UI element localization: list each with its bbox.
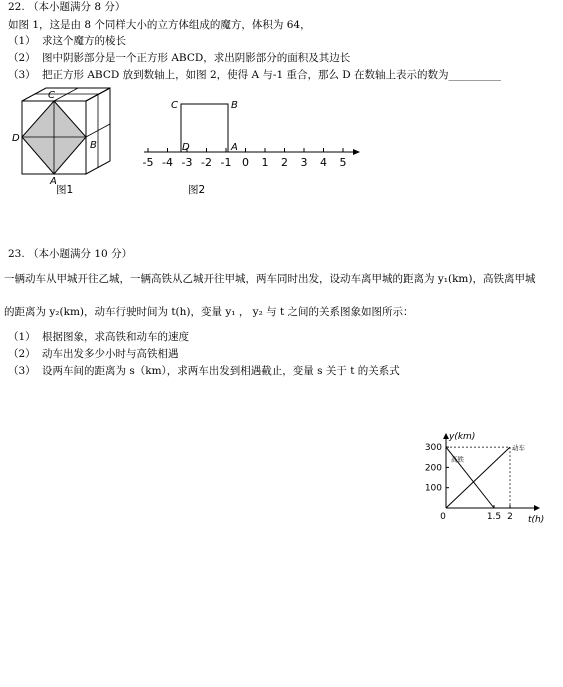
fig1-label-d: D (12, 133, 20, 144)
distance-time-chart (410, 380, 560, 528)
number-line-tick-label: 4 (320, 156, 327, 169)
number-line-tick-label: -2 (201, 156, 212, 169)
fig1-label-c: C (48, 90, 55, 101)
q22-item-1-num: （1） (8, 35, 36, 47)
q22-intro: 如图 1，这是由 8 个同样大小的立方体组成的魔方，体积为 64， (8, 19, 311, 31)
q22-item-1-text: 求这个魔方的棱长 (42, 35, 126, 47)
chart-y-tick-label: 100 (424, 483, 442, 494)
number-line-tick-label: -1 (220, 156, 232, 169)
figure-1-caption: 图1 (56, 184, 74, 196)
chart-x-tick-label: 2 (507, 512, 513, 522)
q23-intro-line2: 的距离为 y₂(km)，动车行驶时间为 t(h)，变量 y₁ ， y₂ 与 t 之间的关系图象如图所示： (4, 306, 414, 318)
number-line-tick-label: 2 (281, 156, 288, 169)
q23-item-1-num: （1） (8, 331, 36, 343)
number-line-tick-label: 0 (242, 156, 249, 169)
chart-series-label-gaotie: 高铁 (451, 455, 464, 464)
number-line-tick-label: -3 (181, 156, 193, 169)
chart-y-tick-label: 300 (424, 443, 442, 454)
fig1-label-b: B (90, 140, 97, 151)
fig2-label-b: B (231, 100, 238, 111)
figure-2-caption: 图2 (188, 184, 206, 196)
q23-header: 23. （本小题满分 10 分） (8, 248, 133, 260)
q23-item-3-num: （3） (8, 365, 36, 377)
q23-item-2-text: 动车出发多少小时与高铁相遇 (42, 348, 179, 360)
chart-y-tick-label: 200 (424, 463, 442, 474)
q22-header: 22. （本小题满分 8 分） (8, 1, 126, 13)
figure-1-cube (10, 86, 120, 198)
q22-item-3-text: 把正方形 ABCD 放到数轴上，如图 2，使得 A 与-1 重合，那么 D 在数轴上表示的数为__________ (42, 69, 502, 81)
chart-x-tick-label: 1.5 (486, 512, 502, 522)
q23-item-2-num: （2） (8, 348, 36, 360)
q22-item-3-num: （3） (8, 69, 36, 81)
fig2-label-c: C (171, 100, 178, 111)
fig1-label-a: A (50, 176, 57, 187)
q22-item-2-num: （2） (8, 52, 36, 64)
q23-intro-line1: 一辆动车从甲城开往乙城，一辆高铁从乙城开往甲城，两车同时出发，设动车离甲城的距离为 y₁(km)，高铁离甲城 (4, 273, 536, 285)
chart-origin-label: 0 (440, 512, 446, 522)
fig2-label-a: A (231, 142, 238, 153)
number-line-tick-label: 5 (339, 156, 347, 169)
chart-series-label-dongche: 动车 (512, 444, 525, 453)
number-line-tick-label: 3 (300, 156, 308, 169)
chart-y-axis-label: y(km) (449, 431, 476, 442)
q23-item-3-text: 设两车间的距离为 s（km），求两车出发到相遇截止，变量 s 关于 t 的关系式 (42, 365, 400, 377)
number-line-tick-label: -5 (142, 156, 154, 169)
chart-x-arrow (534, 505, 540, 511)
q23-item-1-text: 根据图象，求高铁和动车的速度 (42, 331, 189, 343)
number-line-arrow (353, 149, 360, 155)
chart-x-axis-label: t(h) (528, 515, 545, 525)
figure-2-number-line (138, 94, 368, 180)
q22-item-2-text: 图中阴影部分是一个正方形 ABCD，求出阴影部分的面积及其边长 (42, 52, 351, 64)
fig2-label-d: D (182, 142, 190, 153)
number-line-tick-label: -4 (162, 156, 173, 169)
number-line-tick-label: 1 (261, 156, 269, 169)
